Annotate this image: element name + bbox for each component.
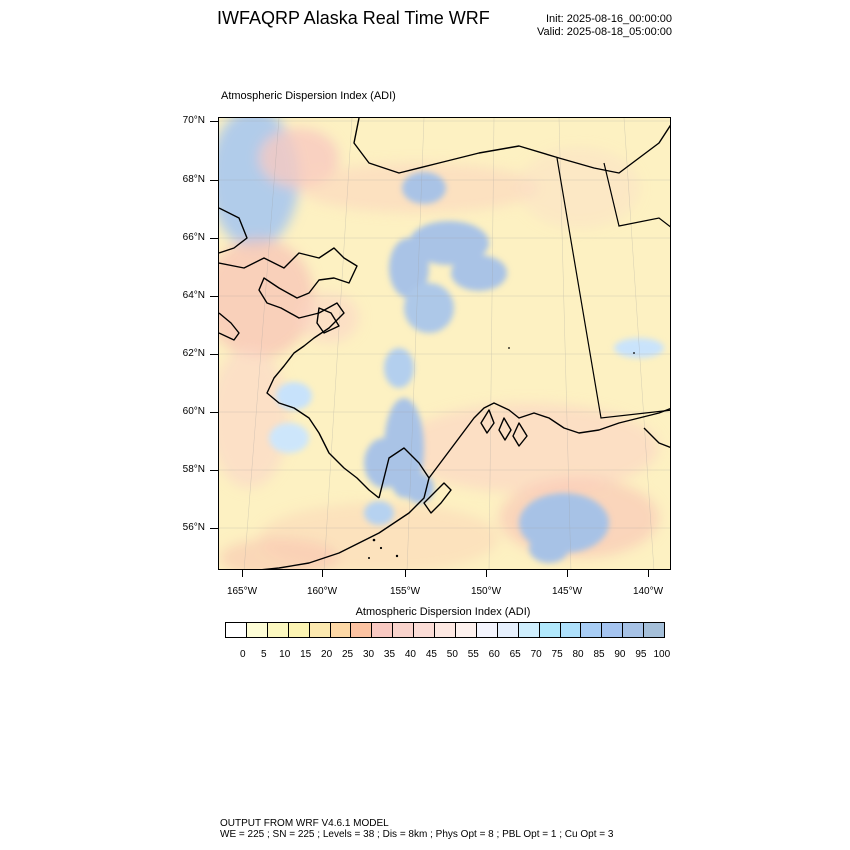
lat-tick	[210, 528, 218, 529]
colorbar-swatch	[289, 623, 310, 637]
map-subtitle: Atmospheric Dispersion Index (ADI)	[221, 90, 396, 102]
lon-label-155w: 155°W	[389, 586, 421, 597]
colorbar-label: 15	[300, 649, 312, 660]
time-info	[500, 13, 672, 39]
colorbar-label: 100	[653, 649, 671, 660]
lon-tick	[242, 570, 243, 577]
lon-label-160w: 160°W	[306, 586, 338, 597]
lat-tick	[210, 296, 218, 297]
colorbar-swatch	[581, 623, 602, 637]
colorbar-swatch	[351, 623, 372, 637]
colorbar-swatch	[310, 623, 331, 637]
colorbar-label: 60	[488, 649, 500, 660]
lat-label-70n: 70°N	[182, 115, 205, 126]
map-frame	[218, 117, 671, 570]
colorbar-label: 0	[240, 649, 246, 660]
colorbar-swatch	[435, 623, 456, 637]
lat-label-60n: 60°N	[182, 406, 205, 417]
colorbar-swatch	[477, 623, 498, 637]
model-info-line1: OUTPUT FROM WRF V4.6.1 MODEL	[220, 818, 389, 829]
colorbar-label: 80	[572, 649, 584, 660]
lat-tick	[210, 470, 218, 471]
lat-tick	[210, 180, 218, 181]
colorbar-label: 90	[614, 649, 626, 660]
colorbar-label: 55	[467, 649, 479, 660]
colorbar-swatch	[247, 623, 268, 637]
colorbar-label: 10	[279, 649, 291, 660]
lon-tick	[486, 570, 487, 577]
lon-tick	[322, 570, 323, 577]
lat-tick	[210, 412, 218, 413]
colorbar-swatch	[623, 623, 644, 637]
lon-label-165w: 165°W	[226, 586, 258, 597]
colorbar-label: 30	[362, 649, 375, 660]
colorbar-swatch	[331, 623, 352, 637]
lon-label-140w: 140°W	[632, 586, 664, 597]
model-info-line2: WE = 225 ; SN = 225 ; Levels = 38 ; Dis = 8km ; Phys Opt = 8 ; PBL Opt = 1 ; Cu Opt = 3	[220, 829, 614, 840]
plot-title: IWFAQRP Alaska Real Time WRF	[217, 8, 490, 28]
lon-label-145w: 145°W	[551, 586, 583, 597]
colorbar-label: 50	[446, 649, 458, 660]
valid-time: Valid: 2025-08-18_05:00:00	[537, 26, 672, 38]
colorbar-label: 95	[635, 649, 647, 660]
colorbar-swatch	[268, 623, 289, 637]
lat-label-58n: 58°N	[182, 464, 205, 475]
colorbar-label: 75	[551, 649, 563, 660]
colorbar-swatch	[226, 623, 247, 637]
colorbar-swatch	[519, 623, 540, 637]
colorbar-label: 40	[404, 649, 416, 660]
adi-map	[219, 118, 671, 570]
lon-tick	[567, 570, 568, 577]
colorbar	[225, 622, 665, 638]
colorbar-label: 35	[383, 649, 396, 660]
lat-tick	[210, 238, 218, 239]
colorbar-swatch	[602, 623, 623, 637]
colorbar-label: 25	[342, 649, 354, 660]
colorbar-swatch	[414, 623, 435, 637]
colorbar-swatch	[393, 623, 414, 637]
colorbar-swatch	[540, 623, 561, 637]
lat-tick	[210, 121, 218, 122]
model-info	[220, 818, 613, 840]
lat-label-66n: 66°N	[182, 232, 205, 243]
colorbar-swatch	[561, 623, 582, 637]
colorbar-swatch	[372, 623, 393, 637]
lat-label-68n: 68°N	[182, 174, 205, 185]
colorbar-label: 70	[530, 649, 542, 660]
colorbar-label: 45	[425, 649, 437, 660]
colorbar-label: 20	[321, 649, 333, 660]
lon-label-150w: 150°W	[470, 586, 502, 597]
lat-label-56n: 56°N	[182, 522, 205, 533]
colorbar-swatch	[644, 623, 664, 637]
colorbar-swatch	[456, 623, 477, 637]
colorbar-label: 65	[509, 649, 521, 660]
lon-tick	[648, 570, 649, 577]
colorbar-title: Atmospheric Dispersion Index (ADI)	[355, 606, 531, 618]
lat-tick	[210, 354, 218, 355]
colorbar-swatch	[498, 623, 519, 637]
lat-label-64n: 64°N	[182, 290, 205, 301]
init-time: Init: 2025-08-16_00:00:00	[546, 13, 672, 25]
colorbar-label: 5	[260, 649, 267, 660]
lon-tick	[405, 570, 406, 577]
lat-label-62n: 62°N	[182, 348, 205, 359]
colorbar-label: 85	[593, 649, 605, 660]
